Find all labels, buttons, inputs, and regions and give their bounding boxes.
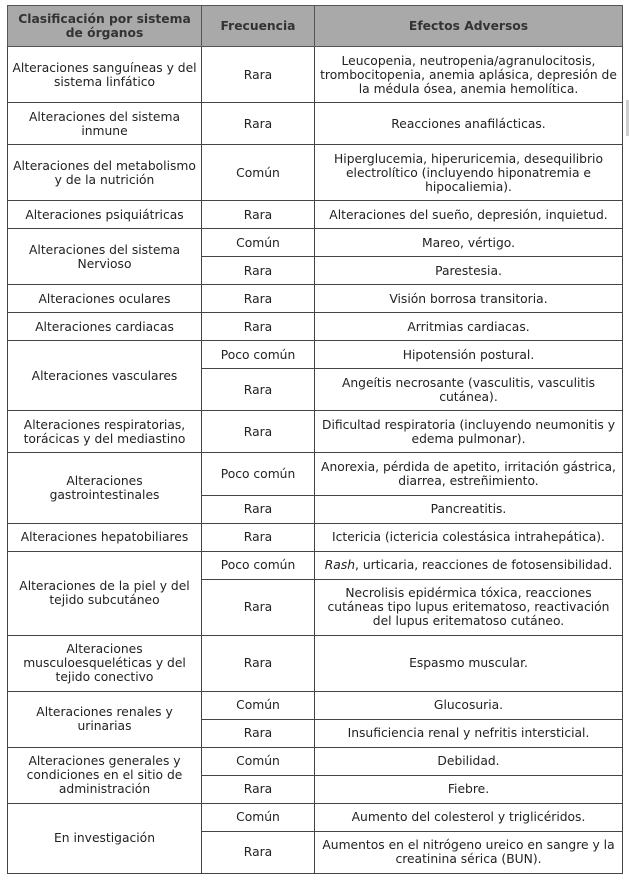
frequency-cell: Común: [202, 747, 315, 775]
frequency-cell: Rara: [202, 831, 315, 873]
table-row: [8, 803, 623, 831]
effect-cell: Visión borrosa transitoria.: [315, 285, 623, 313]
header-organ-system: Clasificación por sistema de órganos: [8, 6, 202, 47]
organ-system-cell: Alteraciones hepatobiliares: [8, 523, 202, 551]
frequency-cell: Rara: [202, 369, 315, 411]
organ-system-cell: Alteraciones del sistema Nervioso: [8, 229, 202, 285]
frequency-cell: Poco común: [202, 341, 315, 369]
frequency-cell: Rara: [202, 313, 315, 341]
effect-cell: Pancreatitis.: [315, 495, 623, 523]
effect-cell: Espasmo muscular.: [315, 635, 623, 691]
effect-cell: Parestesia.: [315, 257, 623, 285]
frequency-cell: Rara: [202, 495, 315, 523]
frequency-cell: Común: [202, 691, 315, 719]
effect-cell: Leucopenia, neutropenia/agranulocitosis, trombocitopenia, anemia aplásica, depresión de la médula ósea, anemia hemolítica.: [315, 47, 623, 103]
frequency-cell: Rara: [202, 201, 315, 229]
header-frequency: Frecuencia: [202, 6, 315, 47]
organ-system-cell: Alteraciones sanguíneas y del sistema linfático: [8, 47, 202, 103]
effect-cell: Reacciones anafilácticas.: [315, 103, 623, 145]
table-row: [8, 747, 623, 775]
organ-system-cell: Alteraciones psiquiátricas: [8, 201, 202, 229]
organ-system-cell: Alteraciones renales y urinarias: [8, 691, 202, 747]
table-row: [8, 341, 623, 369]
frequency-cell: Común: [202, 803, 315, 831]
effect-cell: Hipotensión postural.: [315, 341, 623, 369]
organ-system-cell: Alteraciones vasculares: [8, 341, 202, 411]
frequency-cell: Rara: [202, 719, 315, 747]
effect-cell: Glucosuria.: [315, 691, 623, 719]
organ-system-cell: Alteraciones respiratorias, torácicas y del mediastino: [8, 411, 202, 453]
frequency-cell: Común: [202, 145, 315, 201]
table-row: [8, 103, 623, 145]
frequency-cell: Rara: [202, 579, 315, 635]
effect-cell: Dificultad respiratoria (incluyendo neumonitis y edema pulmonar).: [315, 411, 623, 453]
effect-cell: Necrolisis epidérmica tóxica, reacciones cutáneas tipo lupus eritematoso, reactivación del lupus eritematoso cutáneo.: [315, 579, 623, 635]
effect-cell: Arritmias cardiacas.: [315, 313, 623, 341]
effect-cell: Mareo, vértigo.: [315, 229, 623, 257]
effect-cell: Debilidad.: [315, 747, 623, 775]
table-row: [8, 285, 623, 313]
table-row: [8, 691, 623, 719]
table-row: [8, 551, 623, 579]
frequency-cell: Poco común: [202, 453, 315, 495]
effect-cell: Ictericia (ictericia colestásica intrahepática).: [315, 523, 623, 551]
organ-system-cell: Alteraciones del metabolismo y de la nutrición: [8, 145, 202, 201]
organ-system-cell: Alteraciones de la piel y del tejido subcutáneo: [8, 551, 202, 635]
table-row: [8, 313, 623, 341]
frequency-cell: Rara: [202, 411, 315, 453]
organ-system-cell: Alteraciones gastrointestinales: [8, 453, 202, 523]
effect-cell: Anorexia, pérdida de apetito, irritación gástrica, diarrea, estreñimiento.: [315, 453, 623, 495]
table-row: [8, 453, 623, 495]
frequency-cell: Rara: [202, 523, 315, 551]
effect-cell: Insuficiencia renal y nefritis intersticial.: [315, 719, 623, 747]
effect-cell: [315, 551, 623, 579]
table-row: [8, 201, 623, 229]
effect-cell: Aumentos en el nitrógeno ureico en sangre y la creatinina sérica (BUN).: [315, 831, 623, 873]
frequency-cell: Rara: [202, 47, 315, 103]
frequency-cell: Rara: [202, 635, 315, 691]
frequency-cell: Poco común: [202, 551, 315, 579]
frequency-cell: Común: [202, 229, 315, 257]
table-row: [8, 47, 623, 103]
effect-text: , urticaria, reacciones de fotosensibilidad.: [355, 558, 613, 573]
effect-cell: Hiperglucemia, hiperuricemia, desequilibrio electrolítico (incluyendo hiponatremia e hipocaliemia).: [315, 145, 623, 201]
effect-cell: Alteraciones del sueño, depresión, inquietud.: [315, 201, 623, 229]
table-row: [8, 411, 623, 453]
frequency-cell: Rara: [202, 285, 315, 313]
organ-system-cell: En investigación: [8, 803, 202, 873]
effect-cell: Fiebre.: [315, 775, 623, 803]
frequency-cell: Rara: [202, 257, 315, 285]
organ-system-cell: Alteraciones oculares: [8, 285, 202, 313]
effect-cell: Angeítis necrosante (vasculitis, vasculitis cutánea).: [315, 369, 623, 411]
effect-cell: Aumento del colesterol y triglicéridos.: [315, 803, 623, 831]
frequency-cell: Rara: [202, 103, 315, 145]
effect-italic-term: Rash: [324, 558, 356, 573]
organ-system-cell: Alteraciones generales y condiciones en el sitio de administración: [8, 747, 202, 803]
organ-system-cell: Alteraciones del sistema inmune: [8, 103, 202, 145]
adverse-effects-table: [7, 5, 623, 874]
frequency-cell: Rara: [202, 775, 315, 803]
table-row: [8, 523, 623, 551]
table-row: [8, 145, 623, 201]
table-row: [8, 229, 623, 257]
organ-system-cell: Alteraciones cardiacas: [8, 313, 202, 341]
table-header-row: [8, 6, 623, 47]
organ-system-cell: Alteraciones musculoesqueléticas y del tejido conectivo: [8, 635, 202, 691]
header-effects: Efectos Adversos: [315, 6, 623, 47]
table-row: [8, 635, 623, 691]
